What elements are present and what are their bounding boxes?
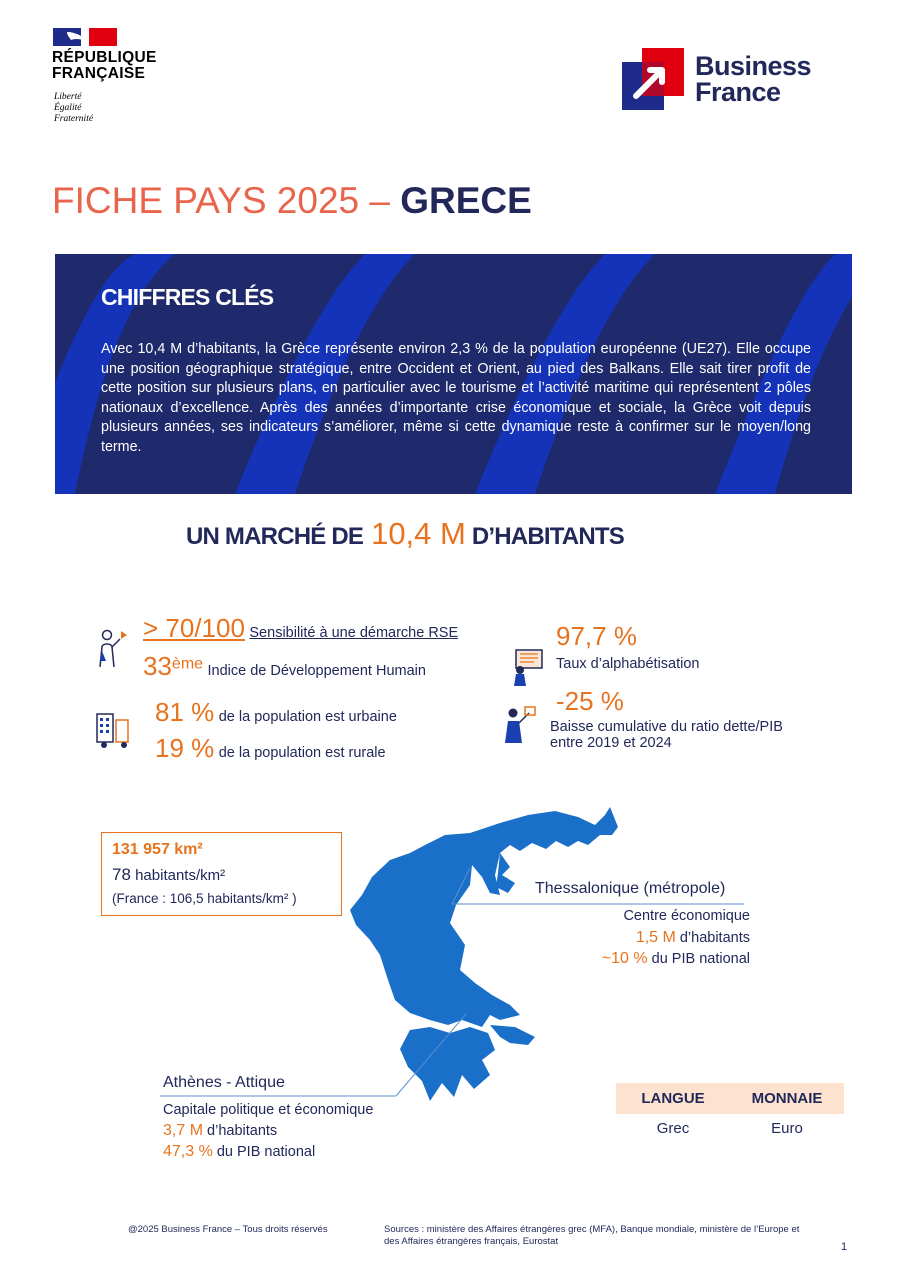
surface-value: 131 957 km² — [112, 841, 203, 858]
currency-value: Euro — [771, 1120, 803, 1137]
key-figures-text: Avec 10,4 M d’habitants, la Grèce représente environ 2,3 % de la population européenne (UE27). Elle occupe une position géographique stratégique, entre Occident et Orient, au pied des Balkans. Elle sait tirer profit de cette position sur plusieurs plans, en particulier avec le tourisme et l’activité maritime qui représentent 2 pôles nationaux d’excellence. Après des années d’importante crise économique et sociale, la Grèce voit depuis plusieurs années, ses indicateurs s’améliorer, même si cette dynamique reste à confirmer sur le moyen/long terme. — [101, 341, 811, 455]
france-density-note: (France : 106,5 habitants/km² ) — [112, 891, 297, 906]
business-france-logo-icon — [622, 48, 684, 110]
key-figures-heading: CHIFFRES CLÉS — [101, 284, 274, 310]
title-country: GRECE — [400, 180, 532, 221]
title-prefix: FICHE PAYS 2025 – — [52, 180, 401, 221]
page-title — [52, 180, 532, 222]
language-currency-table — [616, 1083, 844, 1137]
currency-header: MONNAIE — [751, 1090, 823, 1107]
speaker-person-icon — [94, 627, 134, 671]
person-chart-icon — [499, 703, 539, 747]
literacy-label: Taux d’alphabétisation — [556, 656, 700, 672]
business-france-wordmark: Business France — [695, 51, 812, 107]
literacy-value: 97,7 % — [556, 621, 637, 651]
reading-person-icon — [508, 644, 548, 688]
key-figures-banner — [55, 254, 852, 494]
marianne-flag-logo — [53, 28, 117, 46]
language-value: Grec — [656, 1120, 690, 1137]
area-info-box — [101, 832, 342, 916]
footer-copyright: @2025 Business France – Tous droits réservés — [128, 1224, 328, 1235]
footer-sources: Sources : ministère des Affaires étrangères grec (MFA), Banque mondiale, ministère de l’Europe et des Affaires étrangères français, Eurostat — [384, 1224, 800, 1247]
debt-label: Baisse cumulative du ratio dette/PIB entre 2019 et 2024 — [550, 719, 783, 751]
page-number: 1 — [841, 1241, 848, 1253]
thessaloniki-details: Centre économique 1,5 M d’habitants ~10 % du PIB national — [601, 908, 750, 967]
market-headline: UN MARCHÉ DE 10,4 M D’HABITANTS — [186, 516, 624, 551]
rse-stat: > 70/100 Sensibilité à une démarche RSE — [143, 613, 459, 643]
athens-name: Athènes - Attique — [163, 1074, 285, 1091]
idh-stat: 33ème Indice de Développement Humain — [143, 651, 426, 681]
rural-stat: 19 % de la population est rurale — [155, 733, 386, 763]
urban-stat: 81 % de la population est urbaine — [155, 697, 397, 727]
greece-attica-shape — [490, 1025, 535, 1045]
thessaloniki-name: Thessalonique (métropole) — [535, 880, 726, 897]
density-stat: 78 habitants/km² — [112, 865, 226, 884]
city-buildings-icon — [94, 708, 134, 752]
republique-motto: Liberté Égalité Fraternité — [54, 92, 94, 124]
debt-value: -25 % — [556, 686, 624, 716]
language-header: LANGUE — [641, 1090, 705, 1107]
market-population-value: 10,4 M — [371, 516, 466, 551]
republique-francaise-name: RÉPUBLIQUE FRANÇAISE — [52, 49, 157, 82]
athens-details: Capitale politique et économique 3,7 M d’habitants 47,3 % du PIB national — [163, 1102, 374, 1160]
